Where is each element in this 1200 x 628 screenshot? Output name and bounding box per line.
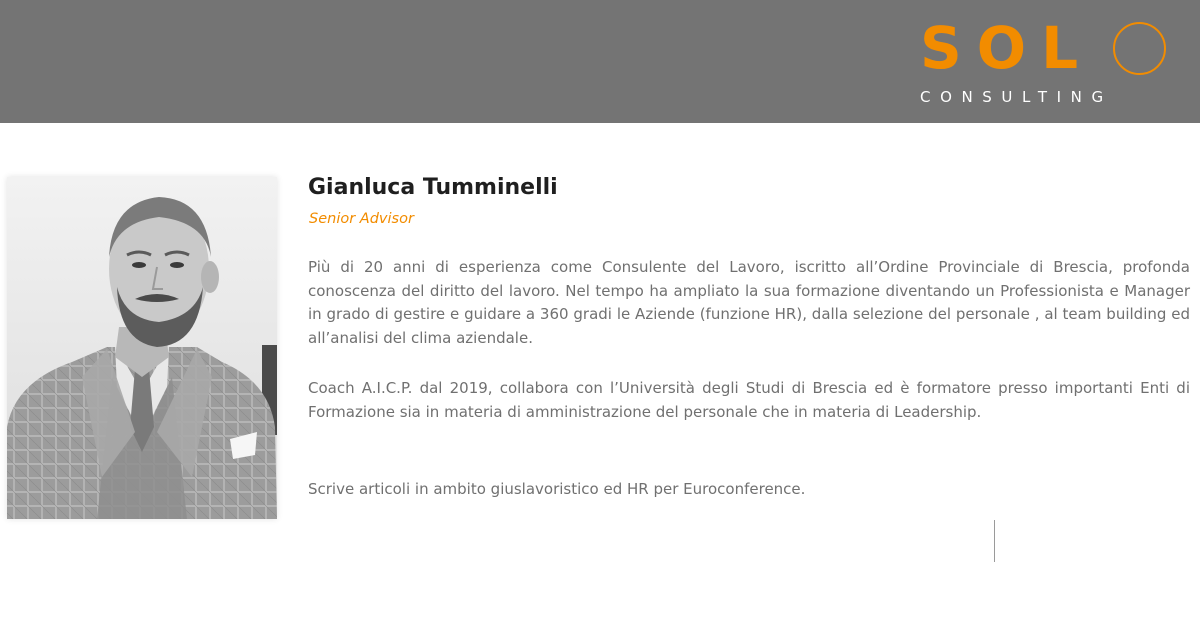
logo-primary-text: SOL	[920, 14, 1094, 82]
bio-paragraph-coaching: Coach A.I.C.P. dal 2019, collabora con l’Università degli Studi di Brescia ed è formatore presso importanti Enti di Formazione sia in materia di amministrazione del personale che in materia di Leadership.	[308, 379, 1190, 421]
portrait-photo-icon	[7, 177, 277, 519]
bio-paragraph-articles: Scrive articoli in ambito giuslavoristico ed HR per Euroconference.	[308, 480, 806, 498]
logo-subtitle: CONSULTING	[920, 88, 1113, 106]
vertical-divider	[994, 520, 995, 562]
profile-role: Senior Advisor	[309, 211, 414, 227]
top-banner	[0, 0, 1200, 123]
profile-name: Gianluca Tumminelli	[308, 175, 558, 200]
bio-paragraph-experience: Più di 20 anni di esperienza come Consulente del Lavoro, iscritto all’Ordine Provinciale di Brescia, profonda conoscenza del diritto del lavoro. Nel tempo ha ampliato la sua formazione diventando un Professionista e Manager in grado di gestire e guidare a 360 gradi le Aziende (funzione HR), dalla selezione del personale , al team building ed all’analisi del clima aziendale.	[308, 258, 1190, 347]
logo-ring-icon	[1113, 22, 1166, 75]
portrait-photo	[7, 177, 277, 519]
solo-consulting-logo[interactable]	[920, 14, 1170, 108]
